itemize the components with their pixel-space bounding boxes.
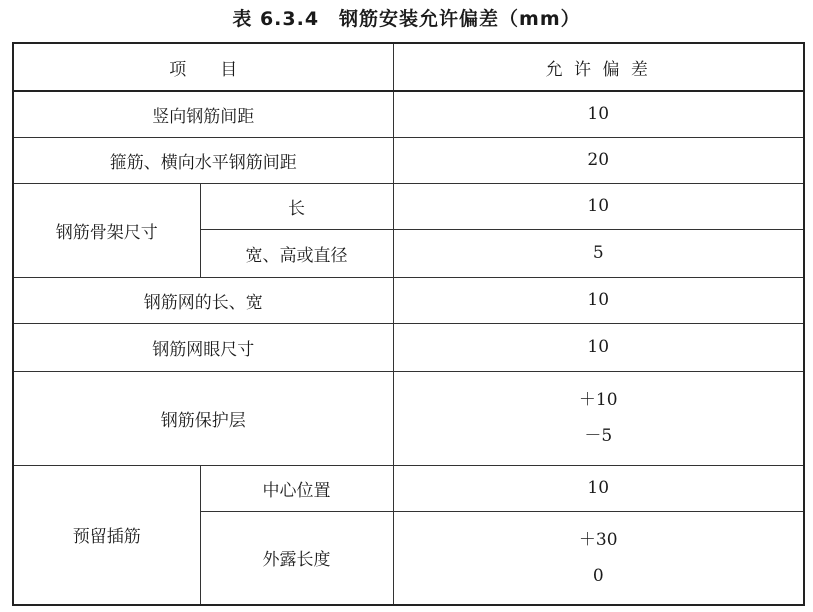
- cell-label: 竖向钢筋间距: [13, 91, 393, 137]
- table-caption: 表 6.3.4 钢筋安装允许偏差（mm）: [232, 8, 581, 30]
- cell-value: [393, 371, 804, 465]
- value-zero: 0: [592, 565, 604, 586]
- table-row: [13, 91, 804, 137]
- table-row: [13, 183, 804, 229]
- cell-sublabel: 外露长度: [200, 511, 393, 605]
- cell-value: 10: [393, 183, 804, 229]
- cell-value: 10: [393, 465, 804, 511]
- table-row: [13, 371, 804, 465]
- cell-sublabel: 中心位置: [200, 465, 393, 511]
- cell-sublabel: 宽、高或直径: [200, 229, 393, 277]
- table-row: [13, 277, 804, 323]
- cell-label: 钢筋网眼尺寸: [13, 323, 393, 371]
- cell-value: 5: [393, 229, 804, 277]
- table-row: [13, 323, 804, 371]
- cell-value: [393, 511, 804, 605]
- value-minus: －5: [584, 426, 613, 446]
- value-plus: ＋10: [578, 390, 618, 410]
- table-row: [13, 465, 804, 511]
- cell-value: 10: [393, 91, 804, 137]
- cell-label: 箍筋、横向水平钢筋间距: [13, 137, 393, 183]
- cell-label: 钢筋网的长、宽: [13, 277, 393, 323]
- cell-value: 10: [393, 323, 804, 371]
- header-tolerance: 允 许 偏 差: [393, 43, 804, 91]
- value-plus: ＋30: [578, 529, 618, 550]
- cell-sublabel: 长: [200, 183, 393, 229]
- tolerance-table: [12, 42, 805, 606]
- cell-group-label: 钢筋骨架尺寸: [13, 183, 200, 277]
- header-row: [13, 43, 804, 91]
- cell-label: 钢筋保护层: [13, 371, 393, 465]
- cell-group-label: 预留插筋: [13, 465, 200, 605]
- cell-value: 20: [393, 137, 804, 183]
- cell-value: 10: [393, 277, 804, 323]
- header-item: 项 目: [13, 43, 393, 91]
- table-row: [13, 137, 804, 183]
